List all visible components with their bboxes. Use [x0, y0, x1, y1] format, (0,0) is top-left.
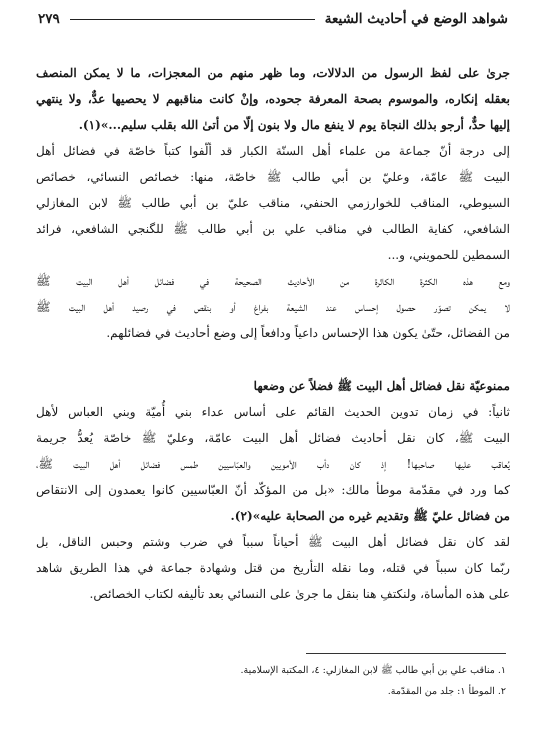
- paragraph: [36, 60, 510, 138]
- paragraph: [36, 529, 510, 607]
- text-line: ومع هذه الكثرة الكاثرة من الأحاديث الصحيحة في فضائل أهل البيت ﷺ: [36, 274, 510, 288]
- paragraph: [36, 268, 510, 346]
- text-line: البيت ﷺ عامّة، وعليّ بن أبي طالب ﷺ خاصّة، منها: خصائص النسائي، خصائص: [36, 170, 510, 184]
- text-line: ثانياً: في زمان تدوين الحديث القائم على أساس عداء بني أُميّة وبني العباس لأهل: [36, 405, 510, 419]
- text-line: السمطين للحمويني، و...: [387, 248, 510, 262]
- body-text: [36, 60, 510, 607]
- text-line: كما ورد في مقدّمة موطأ مالك: «بل من المؤكّد أنّ العبّاسيين كانوا يعمدون إلى الانتقاص: [36, 483, 510, 497]
- text-line: البيت ﷺ، كان نقل أحاديث فضائل أهل البيت عامّة، وعليّ ﷺ خاصّة يُعدُّ جريمة: [36, 431, 510, 445]
- text-line: من الفضائل، حتّىٰ يكون هذا الإحساس داعياً ودافعاً إلى وضع أحاديث في فضائلهم.: [106, 326, 510, 340]
- footnotes: [36, 660, 506, 702]
- text-line: إلى درجة أنّ جماعة من علماء أهل السنّة الكبار قد ألّفوا كتباً خاصّة في فضائل أهل: [36, 144, 510, 158]
- text-line: السيوطي، المناقب للخوارزمي الحنفي، مناقب عليّ بن أبي طالب ﷺ لابن المغازلي: [36, 196, 510, 210]
- running-title: شواهد الوضع في أحاديث الشيعة: [324, 11, 508, 27]
- footnote: ١. مناقب علي بن أبي طالب ﷺ لابن المغازلي: ٤، المكتبة الإسلامية.: [240, 665, 506, 676]
- paragraph: [36, 399, 510, 529]
- text-line: لقد كان نقل فضائل أهل البيت ﷺ أحياناً سبباً في ضرب وشتم وحبس الناقل، بل: [36, 535, 510, 549]
- text-line: بعقله إنكاره، والموسوم بصحة المعرفة جحوده، وإنْ كانت مناقبهم لا يحصيها عدٌّ، ولا ينتهي: [36, 92, 510, 106]
- text-line: ربّما كان سبباً في قتله، وما نقله التأريخ من قتل وشهادة جماعة في هذا الطريق شاهد: [36, 561, 510, 575]
- text-line: الشافعي، كفاية الطالب في مناقب علي بن أبي طالب ﷺ للگنجي الشافعي، فرائد: [36, 222, 510, 236]
- footnote: ٢. الموطأ ١: جلد من المقدّمة.: [387, 686, 506, 697]
- text-line: من فضائل عليّ ﷺ وتقديم غيره من الصحابة عليه»(٢).: [230, 509, 510, 523]
- text-line: لا يمكن تصوّر حصول إحساس عند الشيعة بفراغ أو بنقص في رصيد أهل البيت ﷺ: [36, 300, 510, 314]
- paragraph: [36, 138, 510, 268]
- page-number: ٢٧٩: [38, 11, 60, 27]
- text-line: إليها حدٌّ، أرجو بذلك النجاة يوم لا ينفع مال ولا بنون إلّا من أتىٰ الله بقلب سليم...»(١).: [78, 118, 510, 132]
- footnote-rule: [306, 653, 506, 654]
- header-rule: [70, 19, 315, 20]
- page-header: [38, 8, 508, 30]
- section-heading: ممنوعيّة نقل فضائل أهل البيت ﷺ فضلاً عن وضعها: [253, 379, 510, 393]
- text-line: على هذه المأساة، ولنكتفِ هنا بنقل ما جرىٰ على النسائي بعد تأليفه لكتاب الخصائص.: [89, 587, 510, 601]
- text-line: يُعاقب عليها صاحبها! إذ كان دأب الأمويين والعبّاسيين طمس فضائل أهل البيت ﷺ،: [36, 457, 510, 471]
- text-line: جرىٰ على لفظ الرسول من الدلالات، وما ظهر منهم من المعجزات، ما لا يمكن المنصف: [36, 66, 510, 80]
- section-gap: [36, 346, 510, 373]
